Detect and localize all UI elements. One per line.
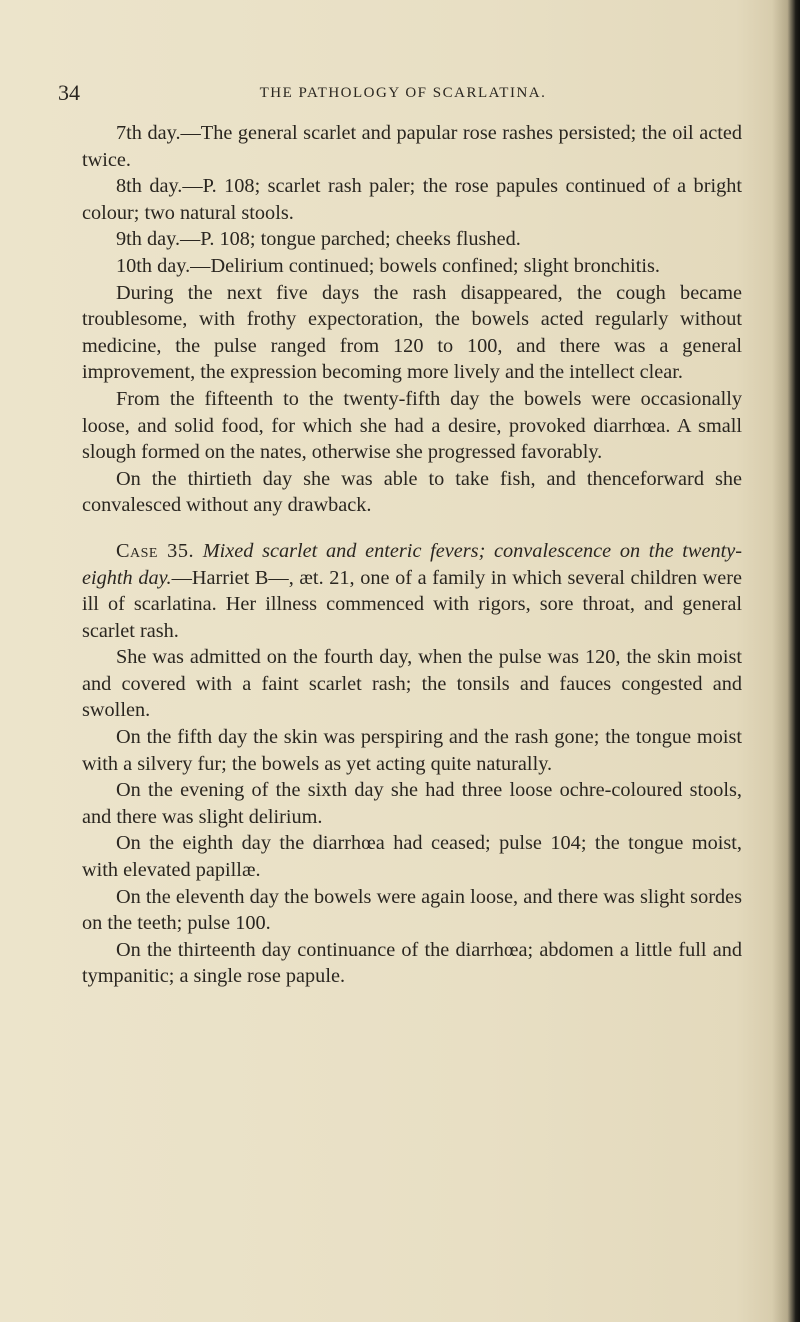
paragraph-fifteenth-to-twenty-fifth: From the fifteenth to the twenty-fifth day the bowels were occasionally loose, and solid food, for which she had a desire, provoked diarrhœa. A small slough formed on the nates, otherwise she progressed favorably. [82, 387, 742, 464]
paragraph-fifth-day: On the fifth day the skin was perspiring and the rash gone; the tongue moist with a silvery fur; the bowels as yet acting quite naturally. [82, 726, 742, 775]
paragraph-eighth-day: On the eighth day the diarrhœa had ceased; pulse 104; the tongue moist, with elevated papillæ. [82, 832, 742, 882]
case-intro-text: —Harriet B—, æt. 21, one of a family in which several children were ill of scarlatina. Her illness commenced with rigors, sore throat, and general scarlet rash. [82, 566, 742, 642]
paragraph-day-9: 9th day.—P. 108; tongue parched; cheeks flushed. [116, 228, 521, 251]
paragraph-thirteenth-day: On the thirteenth day continuance of the diarrhœa; abdomen a little full and tympanitic; a single rose papule. [82, 938, 742, 988]
paragraph-day-7: 7th day.—The general scarlet and papular rose rashes persisted; the oil acted twice. [82, 122, 742, 171]
page-number: 34 [58, 80, 80, 105]
paragraph-eleventh-day: On the eleventh day the bowels were again loose, and there was slight sordes on the teeth; pulse 100. [82, 885, 742, 935]
page-header [58, 80, 748, 110]
paragraph-sixth-day: On the evening of the sixth day she had three loose ochre-coloured stools, and there was slight delirium. [82, 779, 742, 828]
paragraph-next-five-days: During the next five days the rash disappeared, the cough became troublesome, with frothy expectoration, the bowels acted regularly without medicine, the pulse ranged from 120 to 100, and there was a general improvement, the expression becoming more lively and the intellect clear. [82, 281, 742, 384]
paragraph-thirtieth-day: On the thirtieth day she was able to take fish, and thenceforward she convalesced without any drawback. [82, 467, 742, 517]
paragraph-day-10: 10th day.—Delirium continued; bowels confined; slight bronchitis. [116, 254, 660, 277]
page-body [82, 120, 742, 990]
page-edge-shadow [772, 0, 800, 1322]
paragraph-fourth-day: She was admitted on the fourth day, when the pulse was 120, the skin moist and covered with a faint scarlet rash; the tonsils and fauces congested and swollen. [82, 646, 742, 722]
case-label: Case 35. [116, 539, 195, 562]
case-title: Mixed scarlet and enteric fevers; convalescence on the twenty-eighth day. [82, 539, 742, 589]
paragraph-day-8: 8th day.—P. 108; scarlet rash paler; the rose papules continued of a bright colour; two natural stools. [82, 175, 742, 224]
case-35-intro [82, 538, 742, 644]
running-title: THE PATHOLOGY OF SCARLATINA. [259, 85, 547, 101]
